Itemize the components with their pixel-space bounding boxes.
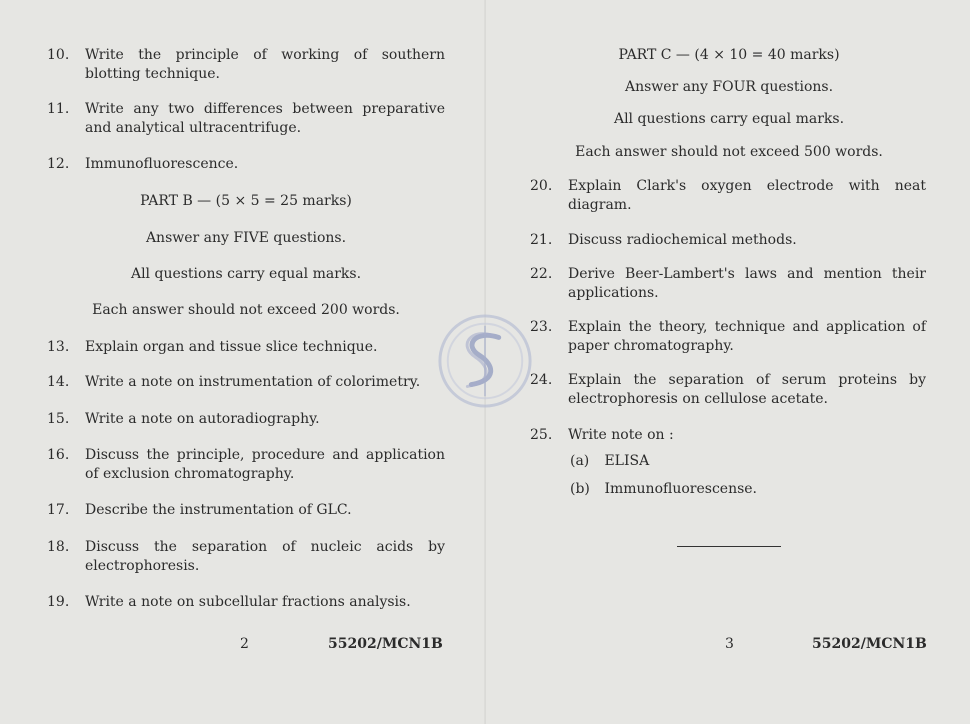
part-c-instruction-1: Answer any FOUR questions. [624, 79, 834, 95]
question-text: Discuss the principle, procedure and application of exclusion chromatography. [85, 447, 445, 482]
question-24 [530, 371, 928, 409]
page-number: 2 [240, 636, 249, 652]
question-18 [47, 538, 445, 576]
question-12 [47, 155, 445, 174]
sub-item-label: (a) [570, 453, 590, 469]
page-number: 3 [725, 636, 734, 652]
question-text: Describe the instrumentation of GLC. [85, 502, 352, 518]
part-b-heading: PART B — (5 × 5 = 25 marks) [140, 193, 352, 209]
question-text: Explain the theory, technique and application of paper chromatography. [568, 319, 926, 354]
sub-item-text: Immunofluorescense. [604, 481, 758, 497]
question-17 [47, 501, 445, 520]
question-number: 12. [47, 156, 70, 172]
watermark-logo-icon [436, 312, 534, 410]
question-19 [47, 593, 445, 612]
sub-item-label: (b) [570, 481, 590, 497]
question-number: 20. [530, 178, 553, 194]
end-rule [677, 546, 781, 547]
paper-code: 55202/MCN1B [812, 636, 927, 652]
part-c-instruction-2: All questions carry equal marks. [613, 111, 845, 127]
part-b-instruction-3: Each answer should not exceed 200 words. [92, 302, 400, 318]
question-number: 14. [47, 374, 70, 390]
part-b-instruction-1: Answer any FIVE questions. [145, 230, 347, 246]
question-10 [47, 46, 445, 84]
question-number: 10. [47, 47, 70, 63]
question-23 [530, 318, 928, 356]
question-text: Discuss the separation of nucleic acids by electrophoresis. [85, 539, 445, 574]
question-text: Write a note on autoradiography. [85, 411, 320, 427]
question-text: Write a note on subcellular fractions analysis. [85, 594, 411, 610]
question-16 [47, 446, 445, 484]
part-c-heading: PART C — (4 × 10 = 40 marks) [618, 47, 840, 63]
question-number: 22. [530, 266, 553, 282]
question-number: 15. [47, 411, 70, 427]
question-text: Write the principle of working of southern blotting technique. [85, 47, 445, 82]
sub-item-text: ELISA [604, 453, 650, 469]
question-20 [530, 177, 928, 215]
question-13 [47, 338, 445, 357]
part-c-instruction-3: Each answer should not exceed 500 words. [575, 144, 883, 160]
question-text: Write a note on instrumentation of colorimetry. [85, 374, 421, 390]
sub-item-b [570, 480, 757, 499]
question-number: 19. [47, 594, 70, 610]
sub-item-a [570, 452, 649, 471]
part-b-instruction-2: All questions carry equal marks. [130, 266, 362, 282]
question-number: 18. [47, 539, 70, 555]
question-25 [530, 426, 928, 445]
question-text: Explain organ and tissue slice technique. [85, 339, 378, 355]
question-text: Discuss radiochemical methods. [568, 232, 797, 248]
question-21 [530, 231, 928, 250]
question-number: 21. [530, 232, 553, 248]
right-page [485, 0, 970, 724]
question-number: 16. [47, 447, 70, 463]
question-text: Write any two differences between preparative and analytical ultracentrifuge. [85, 101, 445, 136]
question-22 [530, 265, 928, 303]
question-number: 13. [47, 339, 70, 355]
question-text: Write note on : [568, 427, 674, 443]
question-text: Derive Beer-Lambert's laws and mention their applications. [568, 266, 926, 301]
question-text: Immunofluorescence. [85, 156, 239, 172]
question-14 [47, 373, 445, 392]
question-number: 11. [47, 101, 70, 117]
question-15 [47, 410, 445, 429]
question-number: 25. [530, 427, 553, 443]
question-number: 17. [47, 502, 70, 518]
question-number: 23. [530, 319, 553, 335]
question-11 [47, 100, 445, 138]
question-text: Explain the separation of serum proteins by electrophoresis on cellulose acetate. [568, 372, 926, 407]
paper-code: 55202/MCN1B [328, 636, 443, 652]
question-number: 24. [530, 372, 553, 388]
question-text: Explain Clark's oxygen electrode with neat diagram. [568, 178, 926, 213]
